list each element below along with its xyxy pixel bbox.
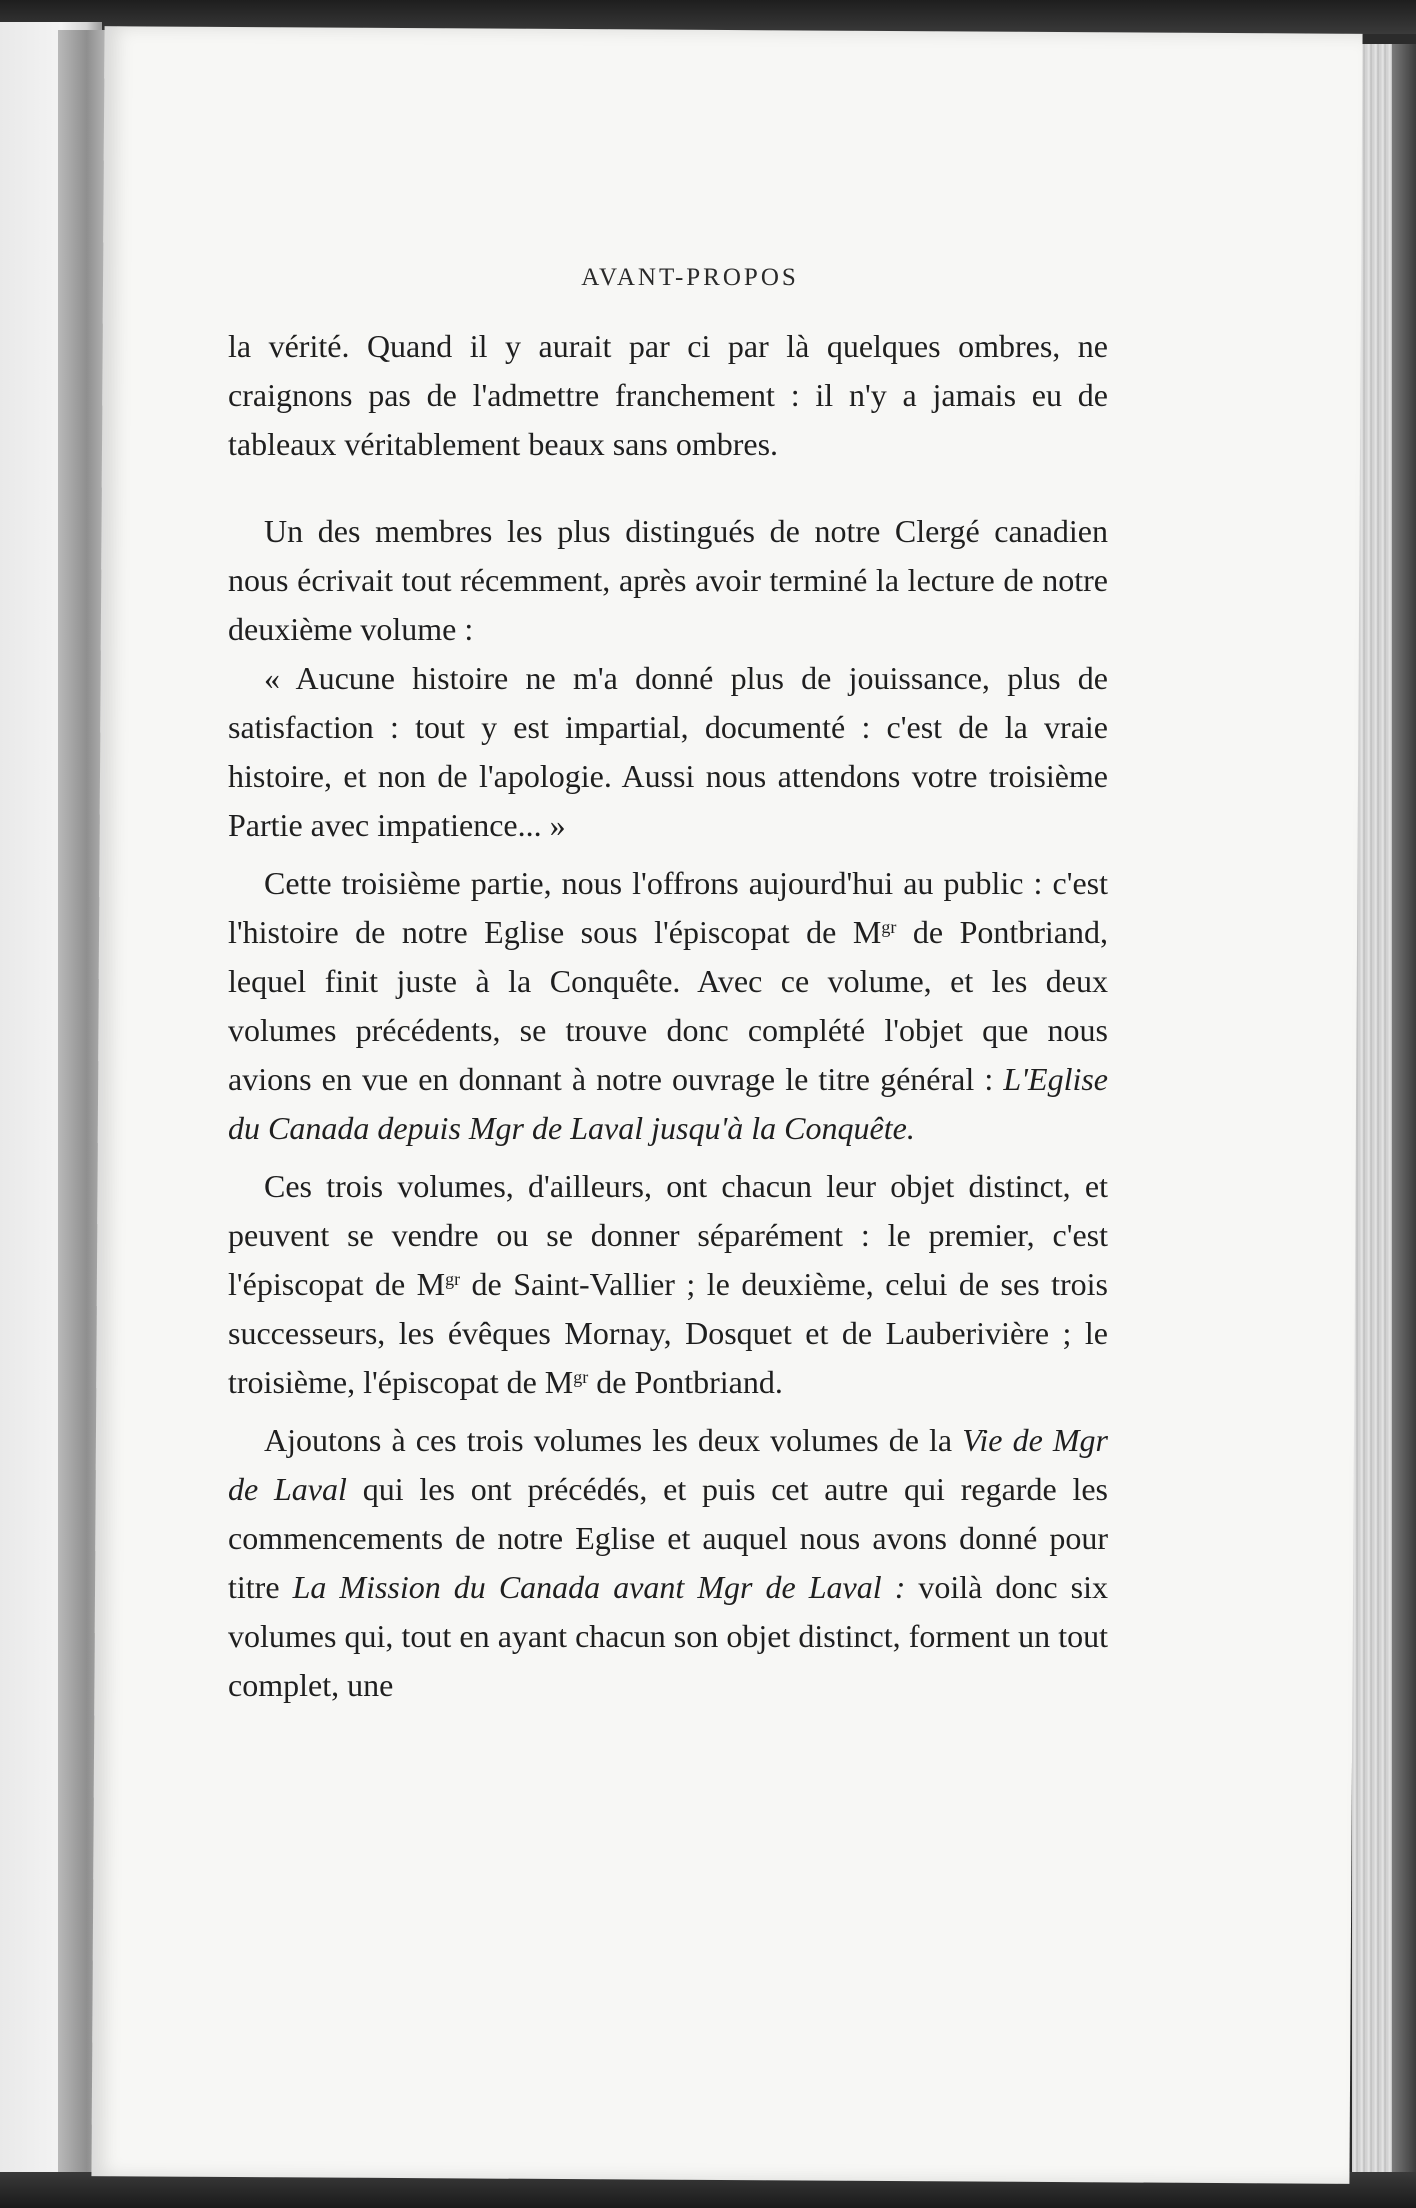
- running-head: AVANT-PROPOS: [581, 264, 799, 291]
- paragraph-4: [228, 859, 1108, 1153]
- paragraph-2: Un des membres les plus distingués de notre Clergé canadien nous écrivait tout récemment, après avoir terminé la lecture de notre deuxième volume :: [228, 513, 1108, 647]
- abbrev-superscript: gr: [573, 1367, 589, 1387]
- paragraph-6-text-b: qui les ont précédés, et puis cet autre qui regarde les commencements de notre Eglise et auquel nous avons donné pour titre: [228, 1471, 1109, 1605]
- page-body: [228, 322, 1108, 1710]
- page-stack-shadow: [1392, 44, 1416, 2184]
- paragraph-4-text-a: Cette troisième partie, nous l'offrons aujourd'hui au public : c'est l'histoire de notre Eglise sous l'épiscopat de M: [228, 865, 1108, 950]
- quotation-paragraph: « Aucune histoire ne m'a donné plus de jouissance, plus de satisfaction : tout y est impartial, documenté : c'est de la vraie histoire, et non de l'apologie. Aussi nous attendons votre troisième Partie avec impatience... »: [228, 660, 1108, 843]
- paragraph-4-text-b: de Pontbriand, lequel finit juste à la Conquête. Avec ce volume, et les deux volumes précédents, se trouve donc complété l'objet que nous avions en vue en donnant à notre ouvrage le titre général :: [228, 914, 1109, 1097]
- paragraph-5-text-a: Ces trois volumes, d'ailleurs, ont chacun leur objet distinct, et peuvent se vendre ou se donner séparément : le premier, c'est l'épiscopat de M: [228, 1168, 1108, 1302]
- paragraph-5-text-b: de Saint-Vallier ; le deuxième, celui de ses trois successeurs, les évêques Mornay, Dosquet et de Lauberivière ; le troisième, l'épiscopat de M: [228, 1266, 1109, 1400]
- work-title: Vie de Mgr de Laval: [228, 1422, 1109, 1507]
- paragraph-5: [228, 1162, 1108, 1407]
- abbrev-superscript: gr: [445, 1269, 461, 1289]
- work-title: L'Eglise du Canada depuis Mgr de Laval jusqu'à la Conquête.: [228, 1061, 1108, 1146]
- paragraph-1: la vérité. Quand il y aurait par ci par là quelques ombres, ne craignons pas de l'admettre franchement : il n'y a jamais eu de tableaux véritablement beaux sans ombres.: [228, 328, 1108, 462]
- paragraph-6: [228, 1416, 1108, 1710]
- paragraph-5-text-c: de Pontbriand.: [588, 1364, 783, 1400]
- work-title: La Mission du Canada avant Mgr de Laval :: [292, 1569, 906, 1605]
- abbrev-superscript: gr: [881, 917, 897, 937]
- paragraph-6-text-a: Ajoutons à ces trois volumes les deux volumes de la: [264, 1422, 963, 1458]
- paragraph-6-text-c: voilà donc six volumes qui, tout en ayant chacun son objet distinct, forment un tout complet, une: [228, 1569, 1109, 1703]
